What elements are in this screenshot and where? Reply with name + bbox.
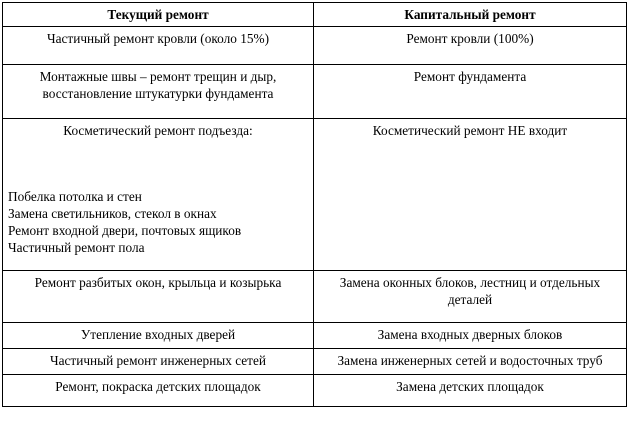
- current-repair-cell: Ремонт разбитых окон, крыльца и козырька: [3, 271, 314, 323]
- list-item: Побелка потолка и стен: [8, 189, 142, 204]
- list-item: Замена светильников, стекол в окнах: [8, 206, 217, 221]
- repair-comparison-table: [2, 2, 627, 407]
- list-item: Частичный ремонт пола: [8, 240, 145, 255]
- repair-comparison-table-wrapper: [2, 2, 627, 407]
- table-row: [3, 119, 627, 271]
- table-row: [3, 323, 627, 349]
- capital-repair-cell: Замена входных дверных блоков: [314, 323, 627, 349]
- current-repair-cell: [3, 119, 314, 271]
- list-item: Ремонт входной двери, почтовых ящиков: [8, 223, 242, 238]
- cosmetic-repair-list: [8, 188, 308, 256]
- cell-line: восстановление штукатурки фундамента: [42, 86, 274, 101]
- cell-title: Косметический ремонт подъезда:: [63, 123, 253, 138]
- header-current-repair: Текущий ремонт: [3, 3, 314, 27]
- capital-repair-cell: Замена инженерных сетей и водосточных труб: [314, 349, 627, 375]
- capital-repair-cell: Ремонт кровли (100%): [314, 27, 627, 65]
- cell-line: Замена оконных блоков, лестниц и отдельных: [339, 275, 601, 290]
- table-row: [3, 65, 627, 119]
- table-row: [3, 271, 627, 323]
- current-repair-cell: Частичный ремонт инженерных сетей: [3, 349, 314, 375]
- current-repair-cell: Частичный ремонт кровли (около 15%): [3, 27, 314, 65]
- table-row: [3, 27, 627, 65]
- current-repair-cell: Утепление входных дверей: [3, 323, 314, 349]
- capital-repair-cell: Косметический ремонт НЕ входит: [314, 119, 627, 271]
- capital-repair-cell: Замена детских площадок: [314, 375, 627, 407]
- header-row: [3, 3, 627, 27]
- current-repair-cell: Ремонт, покраска детских площадок: [3, 375, 314, 407]
- cell-line: Монтажные швы – ремонт трещин и дыр,: [39, 69, 277, 84]
- capital-repair-cell: [314, 271, 627, 323]
- table-row: [3, 375, 627, 407]
- current-repair-cell: [3, 65, 314, 119]
- capital-repair-cell: Ремонт фундамента: [314, 65, 627, 119]
- header-capital-repair: Капитальный ремонт: [314, 3, 627, 27]
- table-row: [3, 349, 627, 375]
- cell-line: деталей: [447, 292, 493, 307]
